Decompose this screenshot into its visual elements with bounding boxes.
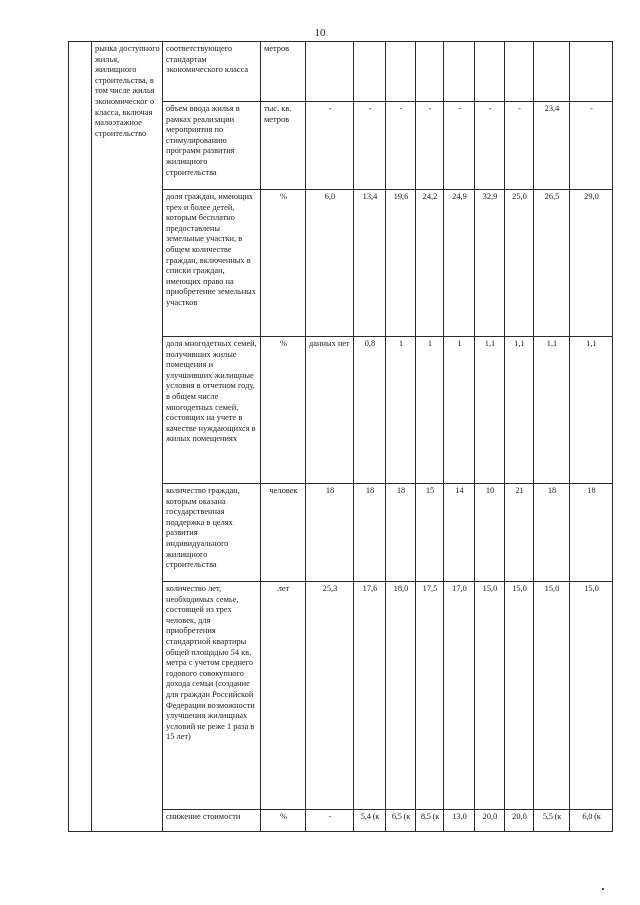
value-cell: 14 xyxy=(444,484,475,582)
indicator-cell: доля граждан, имеющих трех и более детей, которым бесплатно предоставлены земельные участки, в общем количестве граждан, включенных в списки граждан, имеющих право на приобретение земельных участков xyxy=(163,190,261,337)
value-cell: 17,6 xyxy=(354,582,386,810)
value-cell: 6,0 xyxy=(306,190,354,337)
value-cell: 15,0 xyxy=(570,582,613,810)
value-cell: 32,9 xyxy=(475,190,505,337)
unit-cell: тыс. кв. метров xyxy=(261,102,306,190)
value-cell: 23,4 xyxy=(534,102,570,190)
value-cell: 8,5 (к xyxy=(416,810,444,832)
value-cell xyxy=(570,42,613,102)
value-cell xyxy=(386,42,416,102)
value-cell: - xyxy=(444,102,475,190)
value-cell: 0,8 xyxy=(354,337,386,484)
value-cell: 24,2 xyxy=(416,190,444,337)
unit-cell: % xyxy=(261,190,306,337)
unit-cell: метров xyxy=(261,42,306,102)
value-cell: 29,0 xyxy=(570,190,613,337)
value-cell: 18 xyxy=(534,484,570,582)
value-cell: 1,1 xyxy=(570,337,613,484)
value-cell: 10 xyxy=(475,484,505,582)
value-cell: 1 xyxy=(444,337,475,484)
value-cell: 20,0 xyxy=(505,810,534,832)
value-cell xyxy=(475,42,505,102)
table-row xyxy=(69,42,613,102)
value-cell: 25,0 xyxy=(505,190,534,337)
value-cell: 18 xyxy=(386,484,416,582)
value-cell: 1 xyxy=(386,337,416,484)
value-cell: 26,5 xyxy=(534,190,570,337)
value-cell: 15,0 xyxy=(534,582,570,810)
value-cell: 21 xyxy=(505,484,534,582)
value-cell: 1,1 xyxy=(475,337,505,484)
value-cell: 15 xyxy=(416,484,444,582)
value-cell xyxy=(354,42,386,102)
value-cell: - xyxy=(475,102,505,190)
value-cell: 18 xyxy=(570,484,613,582)
indicator-cell: соответствующего стандартам экономического класса xyxy=(163,42,261,102)
value-cell: 19,6 xyxy=(386,190,416,337)
value-cell: - xyxy=(354,102,386,190)
value-cell: - xyxy=(416,102,444,190)
indicators-table xyxy=(68,41,613,832)
value-cell: - xyxy=(306,810,354,832)
value-cell: 5,5 (к xyxy=(534,810,570,832)
value-cell: 25,3 xyxy=(306,582,354,810)
goal-cell: рынка доступного жилья, жилищного строительства, в том числе жилья экономическог о класса, включая малоэтажное строительство xyxy=(92,42,163,832)
scan-mark xyxy=(602,888,604,890)
value-cell: 24,9 xyxy=(444,190,475,337)
value-cell: - xyxy=(306,102,354,190)
indicator-cell: доля многодетных семей, получивших жилые помещения и улучшивших жилищные условия в отчетном году, в общем числе многодетных семей, состоящих на учете в качестве нуждающихся в жилых помещениях xyxy=(163,337,261,484)
value-cell xyxy=(416,42,444,102)
value-cell: - xyxy=(570,102,613,190)
value-cell xyxy=(444,42,475,102)
indicator-cell: количество граждан, которым оказана государственная поддержка в целях развития индивидуального жилищного строительства xyxy=(163,484,261,582)
value-cell: 13,4 xyxy=(354,190,386,337)
value-cell: 15,0 xyxy=(505,582,534,810)
value-cell: 5,4 (к xyxy=(354,810,386,832)
unit-cell: % xyxy=(261,810,306,832)
value-cell: 18 xyxy=(354,484,386,582)
value-cell xyxy=(534,42,570,102)
value-cell: данных нет xyxy=(306,337,354,484)
value-cell xyxy=(306,42,354,102)
value-cell: 20,0 xyxy=(475,810,505,832)
indicator-cell: количество лет, необходимых семье, состоящей из трех человек, для приобретения стандартной квартиры общей площадью 54 кв. метра с учетом среднего годового совокупного дохода семьи (создание для граждан Российской Федерации возможности улучшения жилищных условий не реже 1 раза в 15 лет) xyxy=(163,582,261,810)
value-cell: - xyxy=(505,102,534,190)
number-column-cell xyxy=(69,42,92,832)
value-cell xyxy=(505,42,534,102)
unit-cell: человек xyxy=(261,484,306,582)
value-cell: - xyxy=(386,102,416,190)
value-cell: 1 xyxy=(416,337,444,484)
indicator-cell: объем ввода жилья в рамках реализации мероприятия по стимулированию программ развития жилищного строительства xyxy=(163,102,261,190)
value-cell: 1,1 xyxy=(505,337,534,484)
value-cell: 6,0 (к xyxy=(570,810,613,832)
value-cell: 18,0 xyxy=(386,582,416,810)
unit-cell: % xyxy=(261,337,306,484)
indicator-cell: снижение стоимости xyxy=(163,810,261,832)
value-cell: 18 xyxy=(306,484,354,582)
value-cell: 17,5 xyxy=(416,582,444,810)
value-cell: 13,0 xyxy=(444,810,475,832)
value-cell: 15,0 xyxy=(475,582,505,810)
value-cell: 17,0 xyxy=(444,582,475,810)
value-cell: 6,5 (к xyxy=(386,810,416,832)
page-number: 10 xyxy=(314,27,326,39)
unit-cell: лет xyxy=(261,582,306,810)
value-cell: 1,1 xyxy=(534,337,570,484)
